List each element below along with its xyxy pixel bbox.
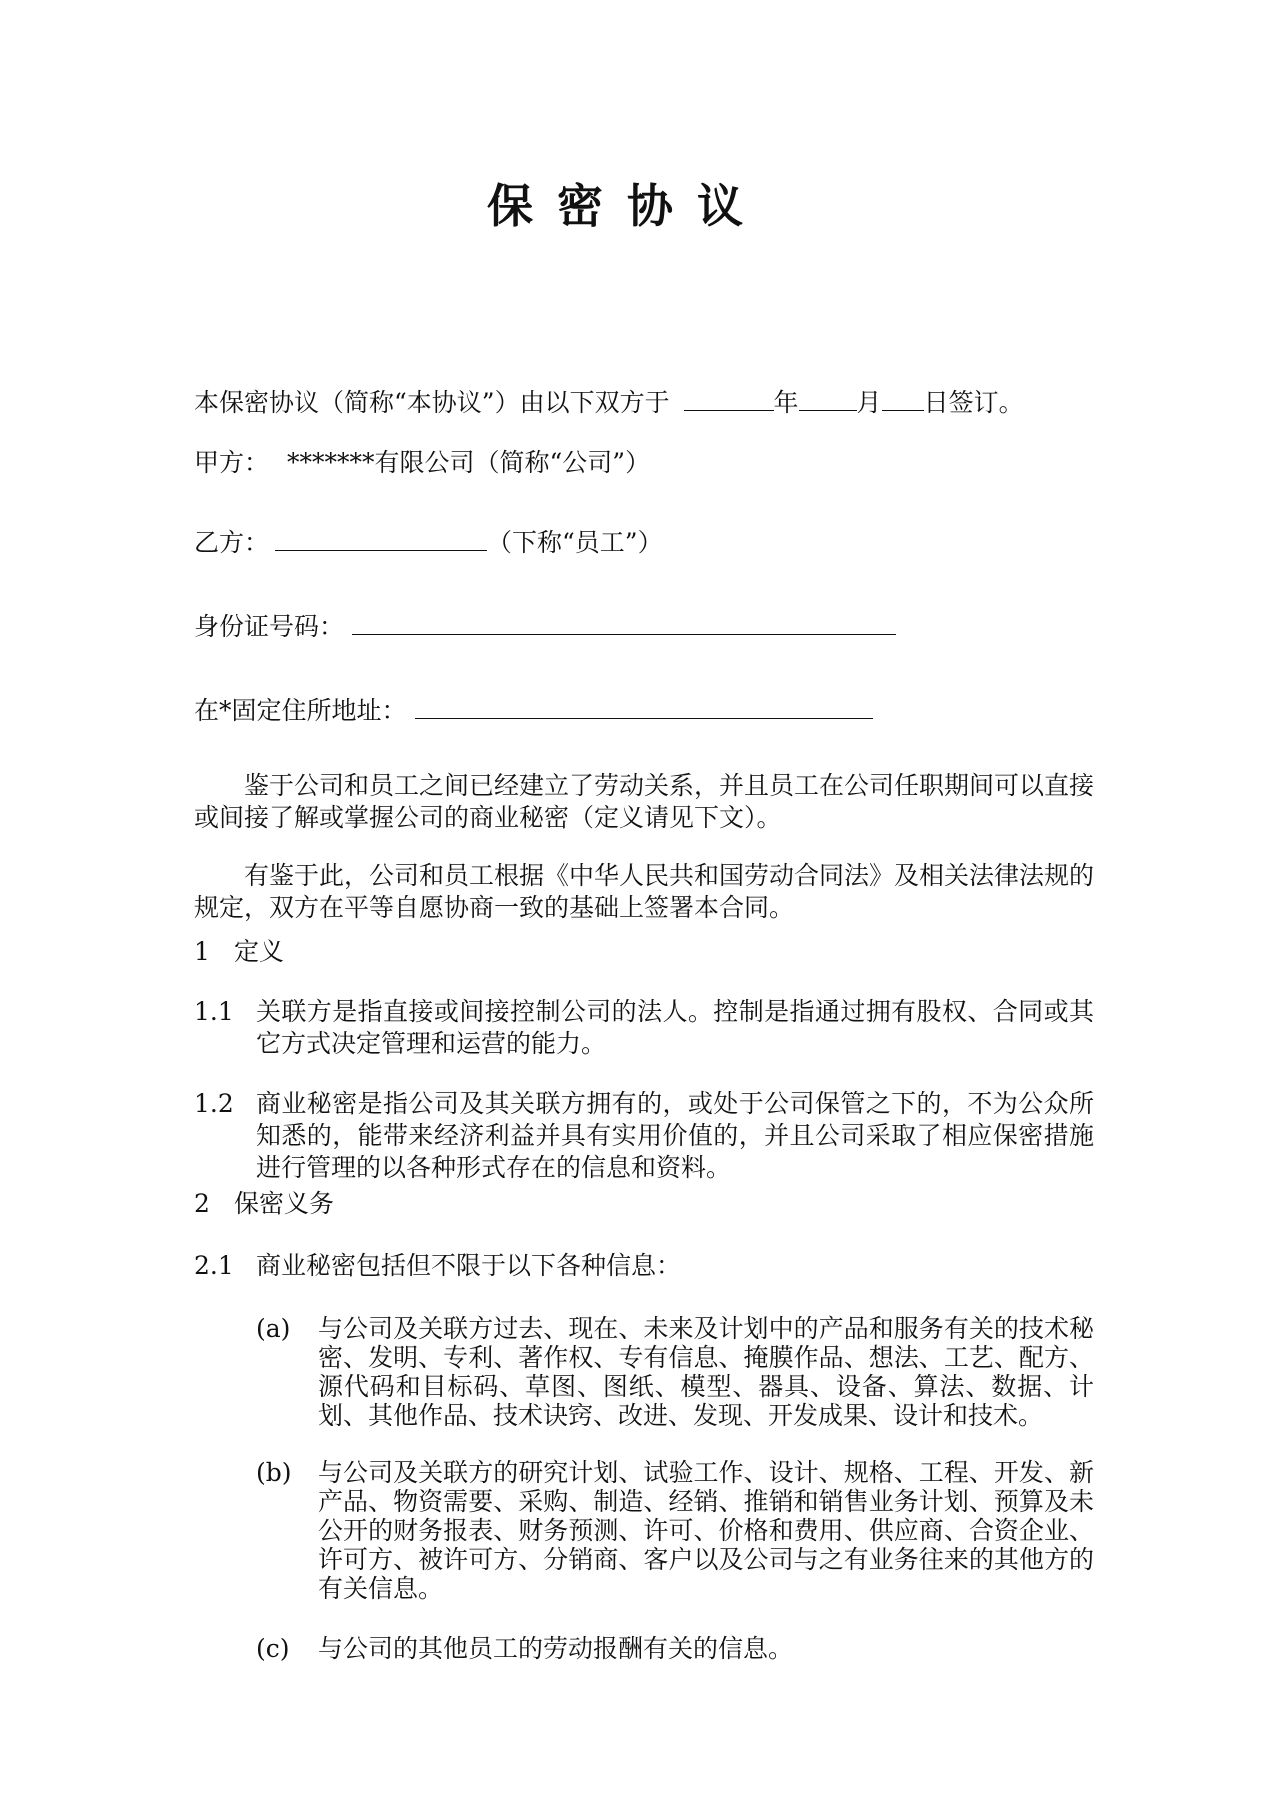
section-1-heading	[194, 936, 284, 968]
party-a-line	[194, 446, 650, 480]
list-item-b	[256, 1458, 1094, 1603]
intro-prefix: 本保密协议（简称“本协议”）由以下双方于	[194, 388, 670, 417]
list-item-c	[256, 1634, 1094, 1663]
clause-1-2	[194, 1088, 1094, 1184]
list-item-a-text: 与公司及关联方过去、现在、未来及计划中的产品和服务有关的技术秘密、发明、专利、著作权、专有信息、掩膜作品、想法、工艺、配方、源代码和目标码、草图、图纸、模型、器具、设备、算法、数据、计划、其他作品、技术诀窍、改进、发现、开发成果、设计和技术。	[318, 1314, 1094, 1430]
list-item-c-label: (c)	[256, 1634, 290, 1663]
section-1-number: 1	[194, 937, 210, 966]
year-label: 年	[773, 388, 799, 417]
clause-1-1	[194, 996, 1094, 1060]
intro-line	[194, 384, 1024, 420]
recital-paragraph-1: 鉴于公司和员工之间已经建立了劳动关系，并且员工在公司任职期间可以直接或间接了解或掌握公司的商业秘密（定义请见下文）。	[194, 771, 1095, 832]
id-number-line	[194, 608, 896, 644]
day-label: 日签订。	[923, 388, 1024, 417]
list-item-a	[256, 1314, 1094, 1430]
section-2-number: 2	[194, 1189, 210, 1218]
clause-1-1-text: 关联方是指直接或间接控制公司的法人。控制是指通过拥有股权、合同或其它方式决定管理和运营的能力。	[256, 997, 1094, 1058]
list-item-b-label: (b)	[256, 1458, 292, 1487]
id-number-blank[interactable]	[352, 608, 896, 635]
document-title: 保密协议	[487, 179, 767, 233]
year-blank[interactable]	[684, 384, 774, 411]
list-item-c-text: 与公司的其他员工的劳动报酬有关的信息。	[318, 1634, 794, 1663]
clause-2-1-text: 商业秘密包括但不限于以下各种信息：	[256, 1251, 682, 1280]
month-blank[interactable]	[799, 384, 857, 411]
list-item-b-text: 与公司及关联方的研究计划、试验工作、设计、规格、工程、开发、新产品、物资需要、采购、制造、经销、推销和销售业务计划、预算及未公开的财务报表、财务预测、许可、价格和费用、供应商、合资企业、许可方、被许可方、分销商、客户以及公司与之有业务往来的其他方的有关信息。	[318, 1458, 1094, 1603]
section-2-heading	[194, 1188, 334, 1220]
party-b-line	[194, 524, 663, 560]
party-a-value: *******有限公司（简称“公司”）	[287, 448, 651, 477]
section-2-title: 保密义务	[234, 1189, 335, 1218]
clause-1-2-text: 商业秘密是指公司及其关联方拥有的，或处于公司保管之下的，不为公众所知悉的，能带来经济利益并具有实用价值的，并且公司采取了相应保密措施进行管理的以各种形式存在的信息和资料。	[256, 1089, 1094, 1182]
party-b-label: 乙方：	[194, 528, 270, 557]
clause-1-1-number: 1.1	[194, 997, 234, 1026]
clause-2-1-number: 2.1	[194, 1251, 234, 1280]
list-item-a-label: (a)	[256, 1314, 291, 1343]
address-label: 在*固定住所地址：	[194, 696, 407, 725]
clause-2-1	[194, 1250, 1094, 1282]
id-number-label: 身份证号码：	[194, 612, 345, 641]
recital-paragraph-2: 有鉴于此，公司和员工根据《中华人民共和国劳动合同法》及相关法律法规的规定，双方在平等自愿协商一致的基础上签署本合同。	[194, 861, 1095, 922]
clause-1-2-number: 1.2	[194, 1089, 234, 1118]
section-1-title: 定义	[234, 937, 285, 966]
party-b-blank[interactable]	[275, 524, 487, 551]
address-blank[interactable]	[415, 692, 873, 719]
month-label: 月	[856, 388, 882, 417]
address-line	[194, 692, 873, 728]
party-a-label: 甲方：	[194, 448, 270, 477]
party-b-suffix: （下称“员工”）	[487, 528, 663, 557]
day-blank[interactable]	[882, 384, 924, 411]
